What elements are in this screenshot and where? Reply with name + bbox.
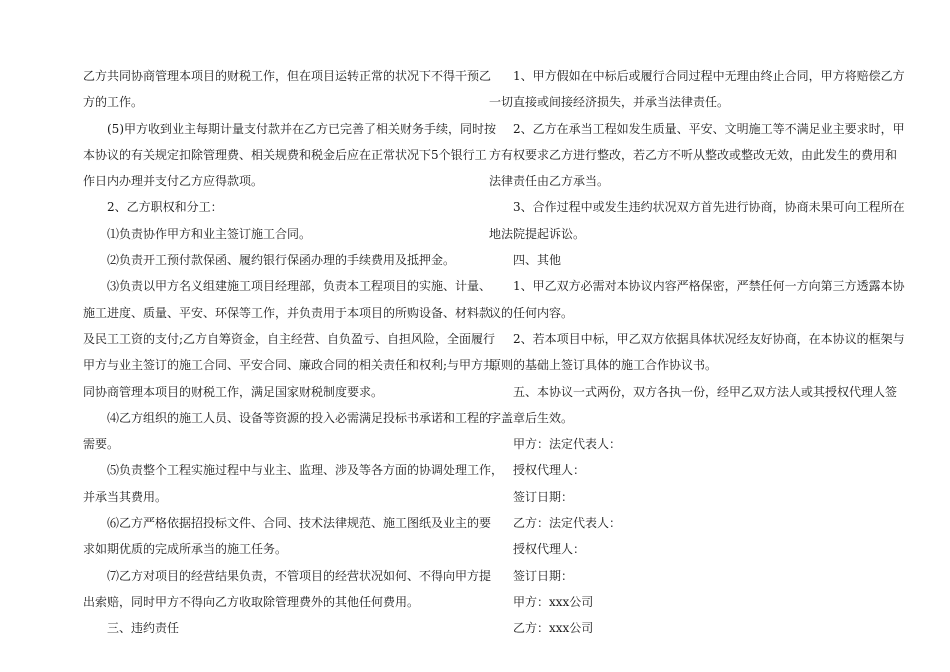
text-line: ⑺乙方对项目的经营结果负责，不管项目的经营状况如何、不得向甲方提 (107, 568, 492, 583)
text-line: 方有权要求乙方进行整改，若乙方不听从整改或整改无效，由此发生的费用和 (489, 147, 898, 162)
text-line: 授权代理人： (513, 463, 586, 478)
text-line: 一切直接或间接经济损失，并承当法律责任。 (489, 95, 730, 110)
text-line: ⑹乙方严格依据招投标文件、合同、技术法律规范、施工图纸及业主的要 (107, 516, 492, 531)
text-line: 出索赔，同时甲方不得向乙方收取除管理费外的其他任何费用。 (83, 594, 420, 609)
text-line: 议的任何内容。 (489, 305, 574, 320)
text-line: 乙方共同协商管理本项目的财税工作，但在项目运转正常的状况下不得干预乙 (83, 69, 492, 83)
text-line: 五、本协议一式两份，双方各执一份，经甲乙双方法人或其授权代理人签 (513, 384, 898, 399)
text-line: 签订日期： (513, 489, 574, 504)
text-line: 地法院提起诉讼。 (489, 226, 586, 241)
left-column (83, 63, 504, 642)
text-line: 作日内办理并支付乙方应得款项。 (83, 174, 264, 189)
text-line: 甲方：法定代表人： (513, 437, 622, 452)
text-line: 乙方：法定代表人： (513, 516, 622, 531)
text-line: 甲方与业主签订的施工合同、平安合同、廉政合同的相关责任和权利;与甲方共 (83, 358, 496, 373)
text-line: ⑷乙方组织的施工人员、设备等资源的投入必需满足投标书承诺和工程的 (107, 410, 492, 425)
text-line: 乙方：xxx公司 (513, 621, 594, 636)
text-line: 1、甲方假如在中标后或履行合同过程中无理由终止合同，甲方将赔偿乙方 (513, 69, 905, 83)
text-line: 求如期优质的完成所承当的施工任务。 (83, 542, 288, 557)
text-line: 法律责任由乙方承当。 (489, 174, 610, 189)
text-line: 三、违约责任 (107, 621, 180, 636)
text-line: 并承当其费用。 (83, 489, 168, 504)
text-line: 1、甲乙双方必需对本协议内容严格保密，严禁任何一方向第三方透露本协 (513, 279, 905, 294)
text-line: 原则的基础上签订具体的施工合作协议书。 (489, 358, 718, 373)
text-line: 四、其他 (513, 253, 562, 268)
text-line: 字盖章后生效。 (489, 410, 574, 425)
text-line: 2、若本项目中标，甲乙双方依据具体状况经友好协商，在本协议的框架与 (513, 331, 905, 346)
text-line: 及民工工资的支付;乙方自筹资金，自主经营、自负盈亏、自担风险，全面履行 (83, 331, 496, 346)
text-line: 本协议的有关规定扣除管理费、相关规费和税金后应在正常状况下5个银行工 (83, 147, 487, 162)
text-line: 3、合作过程中或发生违约状况双方首先进行协商，协商未果可向工程所在 (513, 200, 905, 215)
text-line: (5)甲方收到业主每期计量支付款并在乙方已完善了相关财务手续，同时按 (107, 121, 497, 136)
text-line: ⑸负责整个工程实施过程中与业主、监理、涉及等各方面的协调处理工作， (107, 463, 504, 478)
text-line: 甲方：xxx公司 (513, 594, 594, 609)
text-line: 需要。 (83, 437, 120, 452)
right-column (489, 63, 905, 642)
text-line: 签订日期： (513, 568, 574, 583)
text-line: 2、乙方在承当工程如发生质量、平安、文明施工等不满足业主要求时，甲 (513, 121, 905, 136)
text-line: ⑶负责以甲方名义组建施工项目经理部，负责本工程项目的实施、计量、 (107, 279, 492, 294)
text-line: 同协商管理本项目的财税工作，满足国家财税制度要求。 (83, 384, 384, 399)
text-line: ⑴负责协作甲方和业主签订施工合同。 (107, 226, 312, 241)
text-line: 方的工作。 (83, 95, 144, 110)
text-line: 施工进度、质量、平安、环保等工作，并负责用于本项目的所购设备、材料款 (83, 305, 492, 320)
text-line: 授权代理人： (513, 542, 586, 557)
text-line: 2、乙方职权和分工： (107, 200, 223, 215)
text-line: ⑵负责开工预付款保函、履约银行保函办理的手续费用及抵押金。 (107, 253, 456, 268)
